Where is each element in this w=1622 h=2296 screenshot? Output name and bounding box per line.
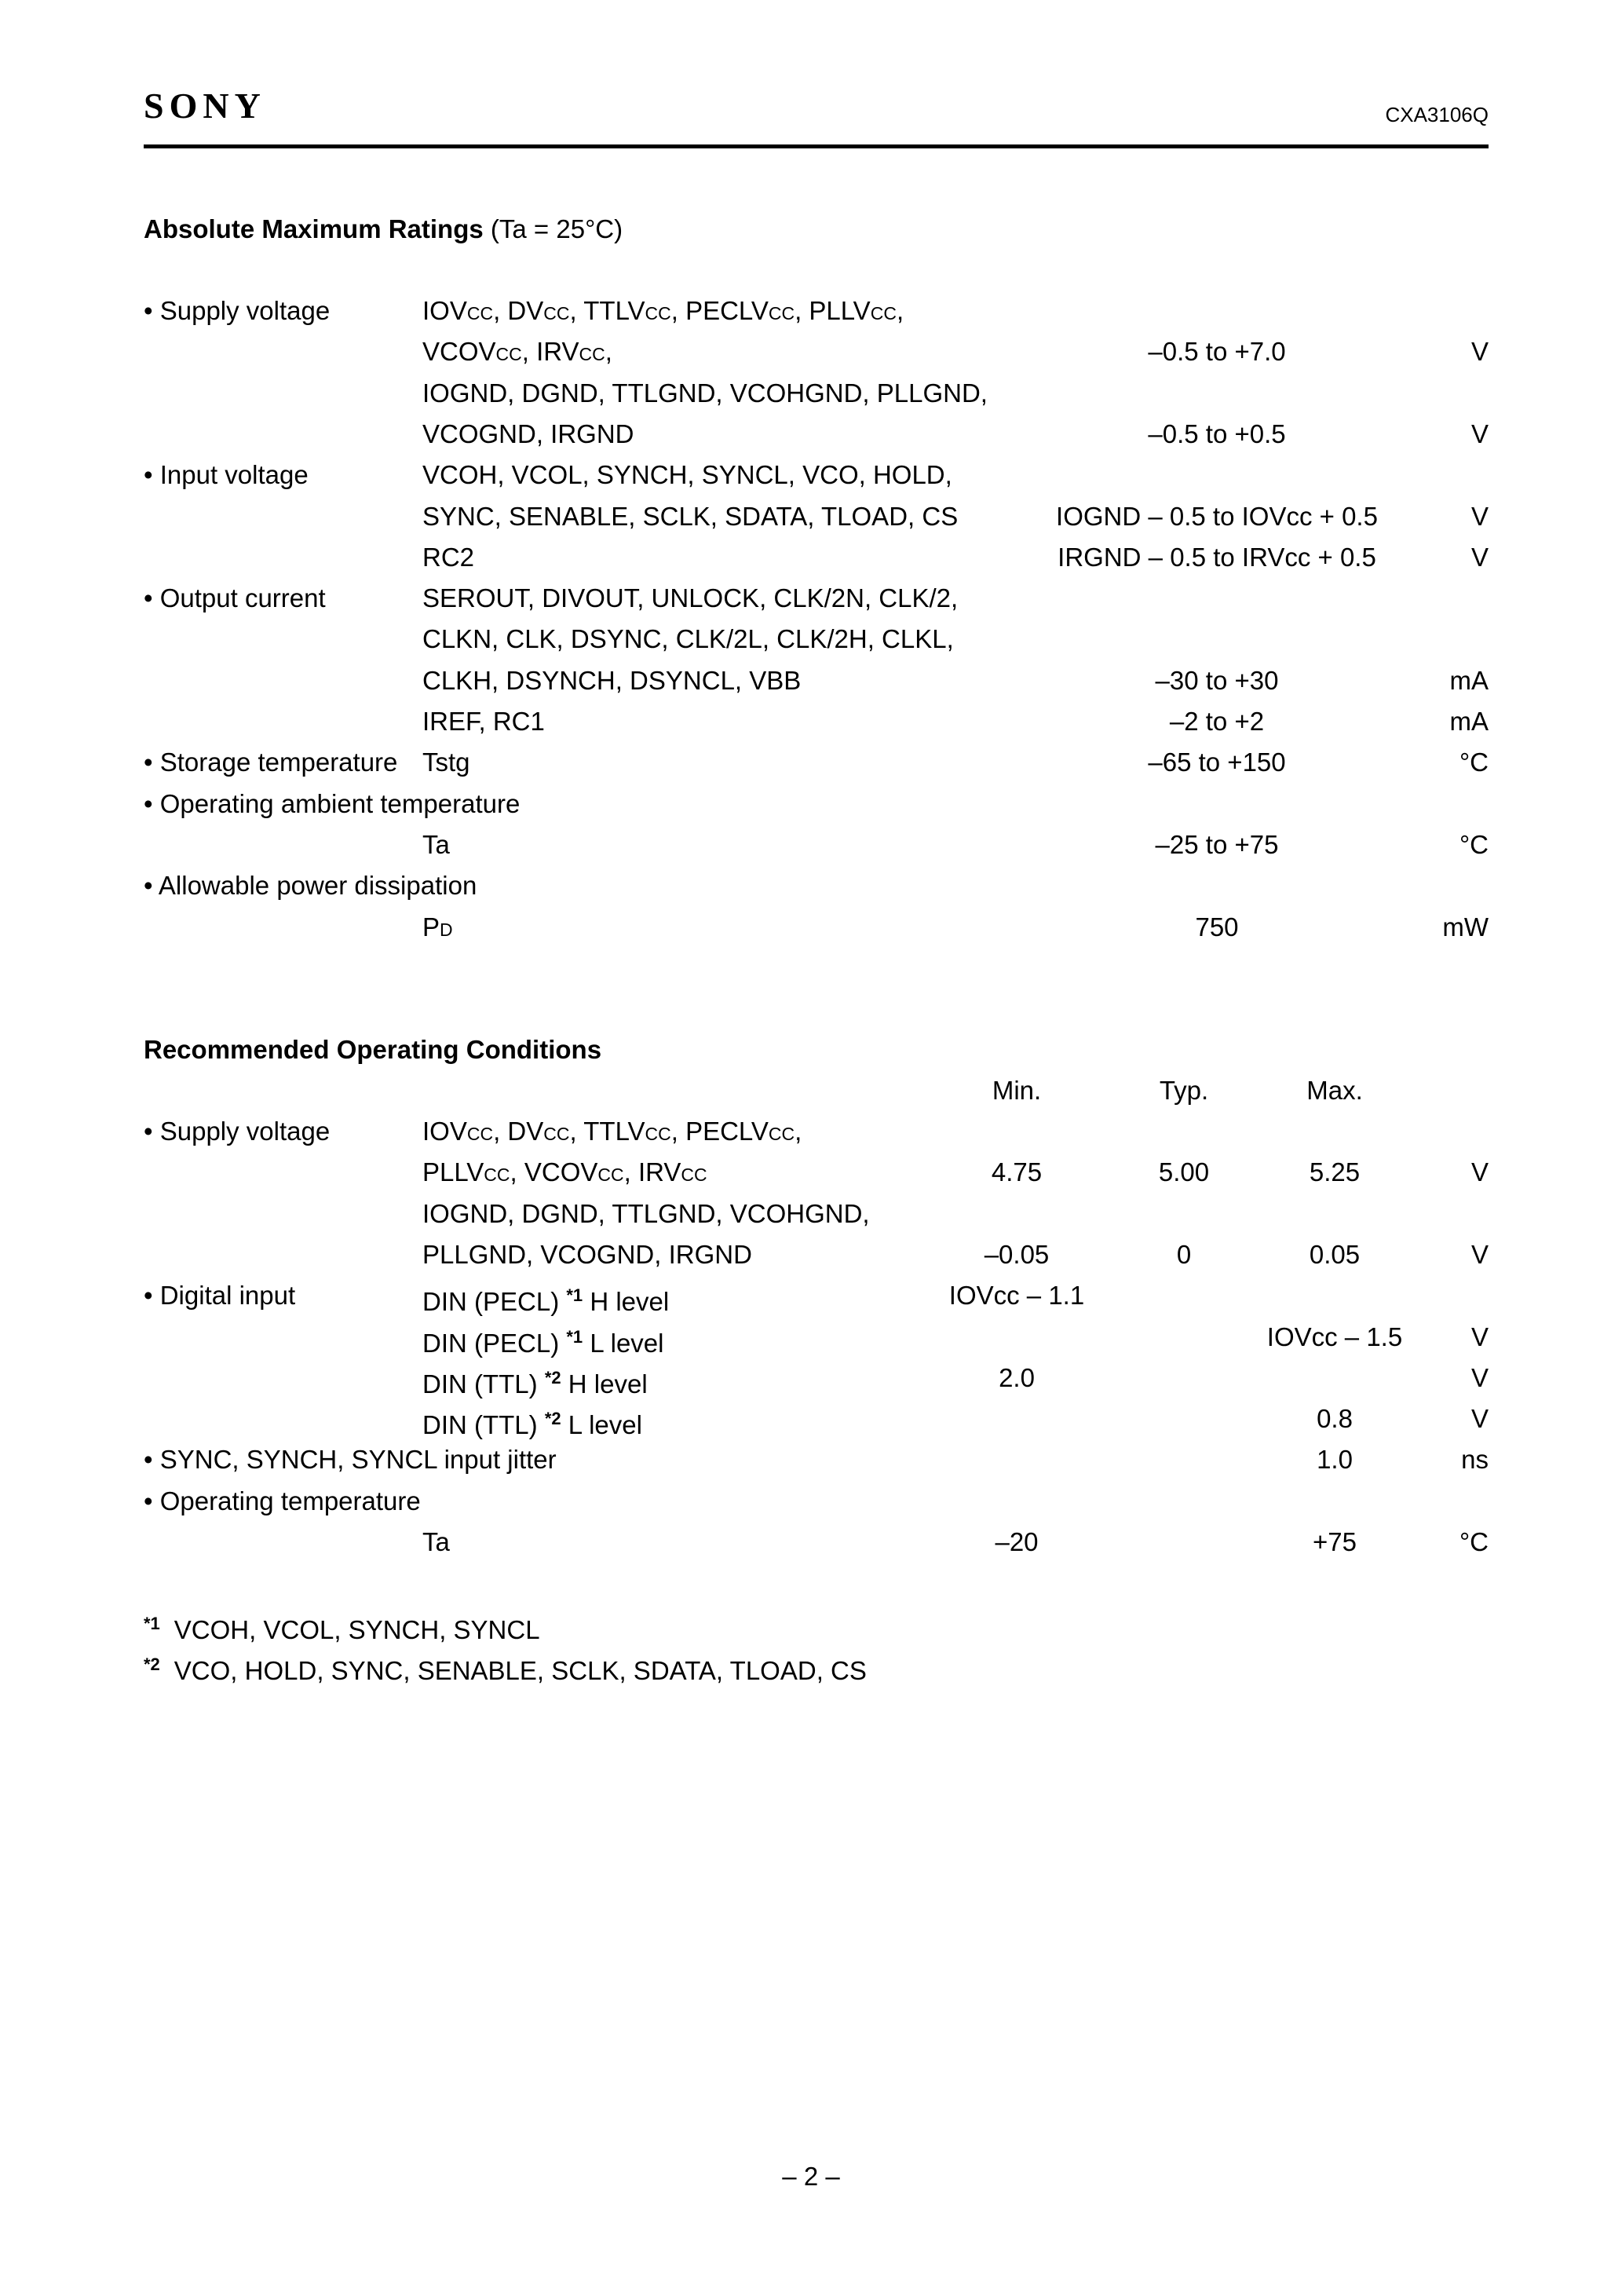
amr-row-param bbox=[422, 665, 801, 696]
sony-logo: SONY bbox=[144, 86, 266, 126]
roc-row-label: • Operating temperature bbox=[144, 1486, 421, 1515]
roc-row-param bbox=[422, 1403, 642, 1441]
amr-row-unit: V bbox=[1470, 337, 1489, 366]
amr-row-param bbox=[422, 336, 612, 370]
amr-row-unit: mA bbox=[1449, 666, 1489, 695]
roc-row-unit: ns bbox=[1461, 1445, 1489, 1474]
param-text: , IRV bbox=[521, 337, 579, 366]
amr-heading bbox=[144, 214, 623, 245]
amr-row-value: –25 to +75 bbox=[1155, 830, 1279, 859]
amr-row-label: • Operating ambient temperature bbox=[144, 789, 521, 818]
amr-row-param bbox=[422, 542, 474, 573]
param-text: P bbox=[422, 912, 440, 941]
amr-title: Absolute Maximum Ratings bbox=[144, 214, 484, 243]
amr-row-unit: V bbox=[1470, 543, 1489, 572]
amr-row-param bbox=[422, 378, 988, 409]
roc-row-min: –20 bbox=[995, 1527, 1039, 1556]
amr-row-unit: °C bbox=[1459, 748, 1489, 777]
param-text: , VCOV bbox=[510, 1157, 598, 1186]
part-number: CXA3106Q bbox=[1385, 103, 1489, 126]
param-text: L level bbox=[583, 1329, 664, 1358]
param-text: PLLGND, VCOGND, IRGND bbox=[422, 1240, 752, 1269]
roc-row-param bbox=[422, 1116, 802, 1150]
param-text: VCOH, VCOL, SYNCH, SYNCL, VCO, HOLD, bbox=[422, 460, 952, 489]
footnote-mark: *2 bbox=[144, 1654, 160, 1674]
param-text: IOV bbox=[422, 1117, 467, 1146]
param-text: , PLLV bbox=[795, 296, 871, 325]
amr-row-value: 750 bbox=[1195, 912, 1239, 941]
param-text: , PECLV bbox=[670, 1117, 769, 1146]
roc-row-param bbox=[422, 1157, 707, 1190]
amr-row-label: • Supply voltage bbox=[144, 296, 331, 325]
amr-row-value: –30 to +30 bbox=[1155, 666, 1279, 695]
note-mark: *1 bbox=[566, 1327, 583, 1347]
subscript: CC bbox=[579, 344, 605, 364]
subscript: CC bbox=[681, 1164, 707, 1185]
roc-row-unit: V bbox=[1470, 1157, 1489, 1186]
roc-header-min: Min. bbox=[992, 1076, 1042, 1105]
roc-row-unit: V bbox=[1470, 1322, 1489, 1351]
param-text: H level bbox=[561, 1369, 648, 1398]
amr-row-value: IRGND – 0.5 to IRVcc + 0.5 bbox=[1058, 543, 1376, 572]
roc-row-min: –0.05 bbox=[984, 1240, 1050, 1269]
roc-row-max: 5.25 bbox=[1309, 1157, 1361, 1186]
param-text: H level bbox=[583, 1287, 670, 1316]
amr-row-value: –0.5 to +0.5 bbox=[1148, 419, 1286, 448]
param-text: Ta bbox=[422, 1527, 450, 1556]
amr-row-label: • Allowable power dissipation bbox=[144, 871, 477, 900]
roc-row-param bbox=[422, 1198, 870, 1230]
footnote bbox=[144, 1608, 540, 1646]
roc-row-label: • Digital input bbox=[144, 1281, 296, 1310]
amr-row-value: –2 to +2 bbox=[1169, 707, 1265, 736]
note-mark: *1 bbox=[566, 1285, 583, 1305]
amr-row-label: • Input voltage bbox=[144, 460, 309, 489]
amr-row-unit: °C bbox=[1459, 830, 1489, 859]
roc-row-min: 2.0 bbox=[999, 1363, 1035, 1392]
param-text: , TTLV bbox=[569, 1117, 645, 1146]
roc-title: Recommended Operating Conditions bbox=[144, 1035, 602, 1064]
footnote-text: VCOH, VCOL, SYNCH, SYNCL bbox=[174, 1615, 540, 1644]
subscript: CC bbox=[870, 303, 897, 324]
param-text: , DV bbox=[493, 1117, 544, 1146]
note-mark: *2 bbox=[544, 1409, 561, 1428]
roc-row-max: 0.8 bbox=[1317, 1404, 1353, 1433]
footnote bbox=[144, 1649, 867, 1687]
amr-row-unit: mW bbox=[1442, 912, 1489, 941]
subscript: CC bbox=[466, 1124, 494, 1144]
roc-row-max: +75 bbox=[1313, 1527, 1357, 1556]
roc-row-min: 4.75 bbox=[991, 1157, 1043, 1186]
roc-row-unit: V bbox=[1470, 1404, 1489, 1433]
param-text: IOGND, DGND, TTLGND, VCOHGND, PLLGND, bbox=[422, 378, 988, 408]
param-text: , bbox=[795, 1117, 802, 1146]
roc-row-param bbox=[422, 1362, 648, 1400]
note-mark: *2 bbox=[544, 1368, 561, 1387]
subscript: CC bbox=[466, 303, 494, 324]
amr-row-param bbox=[422, 912, 453, 945]
amr-row-param bbox=[422, 419, 634, 450]
param-text: DIN (PECL) bbox=[422, 1287, 567, 1316]
subscript: CC bbox=[597, 1164, 624, 1185]
amr-row-param bbox=[422, 623, 954, 655]
amr-row-value: –0.5 to +7.0 bbox=[1148, 337, 1286, 366]
subscript: CC bbox=[484, 1164, 510, 1185]
param-text: DIN (TTL) bbox=[422, 1410, 545, 1439]
amr-row-unit: V bbox=[1470, 502, 1489, 531]
subscript: CC bbox=[495, 344, 522, 364]
amr-row-param bbox=[422, 829, 450, 861]
roc-row-max: 1.0 bbox=[1317, 1445, 1353, 1474]
subscript: CC bbox=[543, 1124, 570, 1144]
roc-row-min: IOVcc – 1.1 bbox=[948, 1281, 1085, 1310]
param-text: , IRV bbox=[623, 1157, 681, 1186]
subscript: CC bbox=[768, 1124, 795, 1144]
roc-row-unit: °C bbox=[1459, 1527, 1489, 1556]
param-text: IREF, RC1 bbox=[422, 707, 545, 736]
amr-row-unit: mA bbox=[1449, 707, 1489, 736]
amr-row-value: –65 to +150 bbox=[1148, 748, 1286, 777]
roc-row-param bbox=[422, 1526, 450, 1558]
roc-row-unit: V bbox=[1470, 1363, 1489, 1392]
roc-header-typ: Typ. bbox=[1159, 1076, 1209, 1105]
param-text: Ta bbox=[422, 830, 450, 859]
subscript: CC bbox=[768, 303, 795, 324]
param-text: L level bbox=[561, 1410, 642, 1439]
param-text: , TTLV bbox=[569, 296, 645, 325]
param-text: DIN (PECL) bbox=[422, 1329, 567, 1358]
roc-row-max: IOVcc – 1.5 bbox=[1266, 1322, 1403, 1351]
subscript: CC bbox=[543, 303, 570, 324]
param-text: IOV bbox=[422, 296, 467, 325]
roc-row-label: • Supply voltage bbox=[144, 1117, 331, 1146]
param-text: CLKH, DSYNCH, DSYNCL, VBB bbox=[422, 666, 802, 695]
header-rule bbox=[144, 144, 1489, 148]
amr-row-param bbox=[422, 706, 545, 737]
param-text: , DV bbox=[493, 296, 544, 325]
amr-row-param bbox=[422, 501, 958, 532]
footnote-mark: *1 bbox=[144, 1614, 160, 1633]
roc-row-param bbox=[422, 1239, 752, 1270]
subscript: CC bbox=[645, 1124, 671, 1144]
roc-row-max: 0.05 bbox=[1309, 1240, 1361, 1269]
roc-row-param bbox=[422, 1322, 664, 1359]
param-text: PLLV bbox=[422, 1157, 484, 1186]
amr-row-label: • Output current bbox=[144, 583, 326, 612]
roc-header-max: Max. bbox=[1306, 1076, 1363, 1105]
roc-row-typ: 5.00 bbox=[1158, 1157, 1210, 1186]
amr-row-unit: V bbox=[1470, 419, 1489, 448]
roc-row-label: • SYNC, SYNCH, SYNCL input jitter bbox=[144, 1445, 557, 1474]
roc-row-typ: 0 bbox=[1176, 1240, 1192, 1269]
amr-condition: (Ta = 25°C) bbox=[490, 214, 623, 243]
roc-row-unit: V bbox=[1470, 1240, 1489, 1269]
param-text: , PECLV bbox=[670, 296, 769, 325]
roc-row-param bbox=[422, 1280, 669, 1318]
amr-row-param bbox=[422, 583, 958, 614]
param-text: SYNC, SENABLE, SCLK, SDATA, TLOAD, CS bbox=[422, 502, 959, 531]
amr-row-param bbox=[422, 459, 952, 491]
footnote-text: VCO, HOLD, SYNC, SENABLE, SCLK, SDATA, TLOAD, CS bbox=[174, 1656, 867, 1685]
amr-row-value: IOGND – 0.5 to IOVcc + 0.5 bbox=[1056, 502, 1378, 531]
param-text: VCOV bbox=[422, 337, 496, 366]
subscript: CC bbox=[645, 303, 671, 324]
param-text: VCOGND, IRGND bbox=[422, 419, 634, 448]
subscript: D bbox=[440, 919, 453, 940]
param-text: SEROUT, DIVOUT, UNLOCK, CLK/2N, CLK/2, bbox=[422, 583, 959, 612]
page-number: – 2 – bbox=[782, 2162, 840, 2191]
amr-row-param bbox=[422, 747, 470, 778]
param-text: RC2 bbox=[422, 543, 475, 572]
param-text: , bbox=[605, 337, 612, 366]
amr-row-param bbox=[422, 295, 904, 329]
param-text: Tstg bbox=[422, 748, 470, 777]
param-text: , bbox=[896, 296, 904, 325]
amr-row-label: • Storage temperature bbox=[144, 748, 398, 777]
param-text: IOGND, DGND, TTLGND, VCOHGND, bbox=[422, 1199, 870, 1228]
param-text: CLKN, CLK, DSYNC, CLK/2L, CLK/2H, CLKL, bbox=[422, 624, 954, 653]
param-text: DIN (TTL) bbox=[422, 1369, 545, 1398]
